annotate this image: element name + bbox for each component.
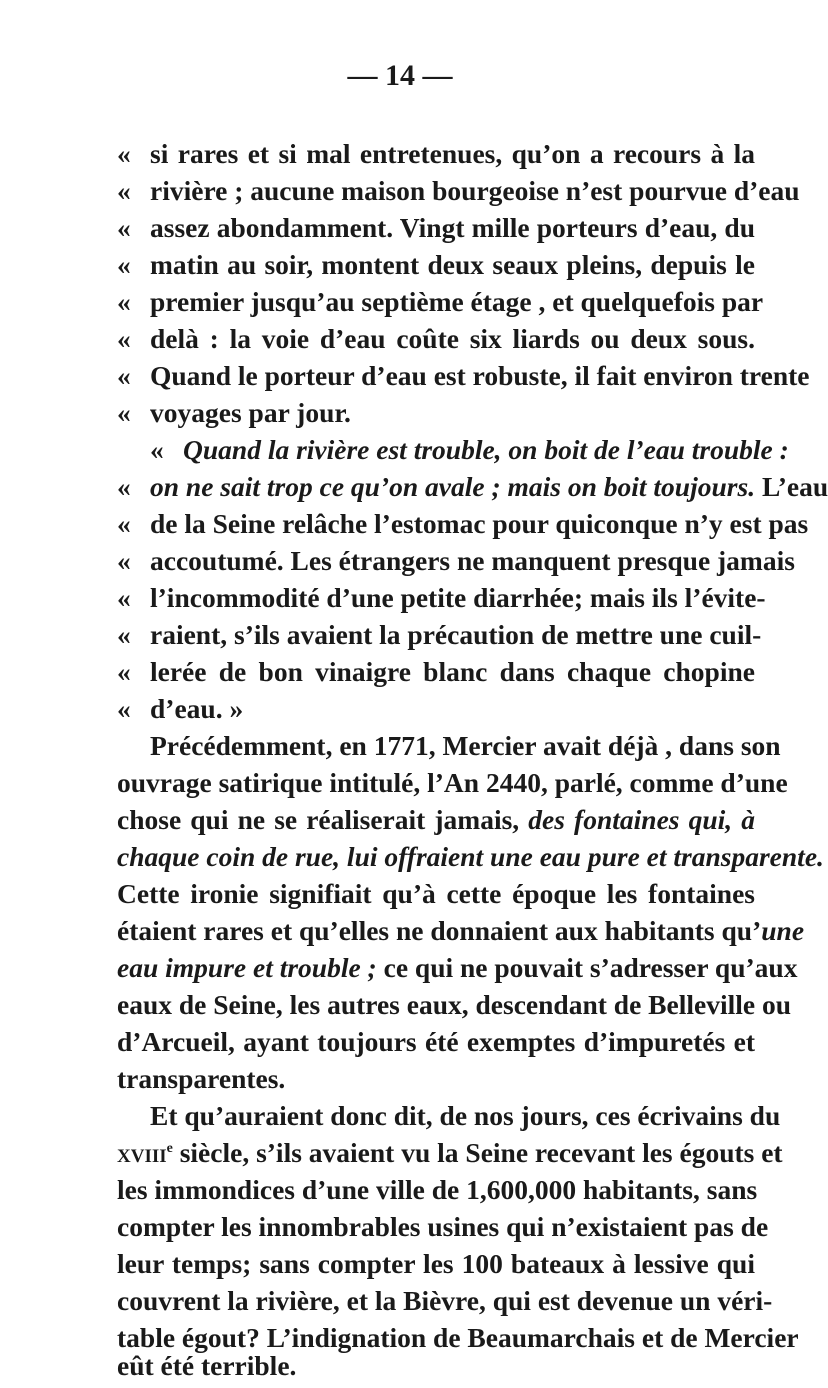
text-line — [117, 616, 762, 654]
quote-mark: « — [117, 508, 131, 539]
quote-mark: « — [117, 397, 131, 428]
italic-text: des fontaines qui, à — [528, 804, 756, 835]
text-line — [117, 838, 824, 876]
line-text: ce qui ne pouvait s’adresser qu’aux — [376, 952, 798, 983]
text-line — [117, 1060, 285, 1098]
quote-mark: « — [117, 619, 131, 650]
line-text: transparentes. — [117, 1063, 286, 1094]
text-line — [117, 801, 755, 839]
text-line — [117, 1282, 773, 1320]
text-line — [117, 320, 755, 358]
quote-mark: « — [117, 656, 131, 687]
superscript: e — [166, 1140, 173, 1156]
line-text: Quand le porteur d’eau est robuste, il fait environ trente — [150, 360, 810, 391]
text-line — [117, 912, 805, 950]
quote-mark: « — [117, 249, 131, 280]
text-line — [150, 727, 781, 765]
proverb-text: Quand la rivière est trouble, on boit de l’eau trouble : — [183, 434, 789, 465]
line-text: Et qu’auraient donc dit, de nos jours, ces écrivains du — [150, 1100, 781, 1131]
text-line — [117, 949, 798, 987]
quote-mark: « — [117, 693, 131, 724]
text-line — [117, 579, 766, 617]
line-text: l’incommodité d’une petite diarrhée; mais ils l’évite- — [150, 582, 766, 613]
line-text: lerée de bon vinaigre blanc dans chaque chopine — [150, 656, 755, 687]
text-line — [117, 505, 809, 543]
line-text: voyages par jour. — [150, 397, 351, 428]
line-text: Cette ironie signifiait qu’à cette époque les fontaines — [117, 878, 755, 909]
text-line — [117, 209, 755, 247]
quote-mark: « — [117, 138, 131, 169]
text-line — [117, 1023, 755, 1061]
quote-mark: « — [150, 434, 164, 465]
text-line — [117, 1134, 783, 1172]
italic-text: chaque coin de rue, lui offraient une eau pure et transparente. — [117, 841, 824, 872]
text-line — [117, 468, 828, 506]
line-text: rivière ; aucune maison bourgeoise n’est pourvue d’eau — [150, 175, 800, 206]
quote-mark: « — [117, 360, 131, 391]
text-line — [117, 1171, 758, 1209]
line-text: les immondices d’une ville de 1,600,000 habitants, sans — [117, 1174, 758, 1205]
line-text: si rares et si mal entretenues, qu’on a recours à la — [150, 138, 755, 169]
line-text: de la Seine relâche l’estomac pour quiconque n’y est pas — [150, 508, 809, 539]
text-line — [117, 875, 755, 913]
line-text: delà : la voie d’eau coûte six liards ou deux sous. — [150, 323, 755, 354]
page-number: — 14 — — [347, 59, 453, 92]
italic-text: une — [761, 915, 805, 946]
proverb-text: on ne sait trop ce qu’on avale ; mais on boit toujours. — [150, 471, 756, 502]
text-line — [117, 690, 243, 728]
line-text: premier jusqu’au septième étage , et quelquefois par — [150, 286, 764, 317]
line-text: assez abondamment. Vingt mille porteurs d’eau, du — [150, 212, 755, 243]
quote-mark: « — [117, 323, 131, 354]
quote-mark: « — [117, 471, 131, 502]
text-line — [117, 283, 764, 321]
italic-text: eau impure et trouble ; — [117, 952, 377, 983]
text-line — [117, 357, 810, 395]
text-line — [117, 653, 755, 691]
line-text: d’eau. » — [150, 693, 244, 724]
text-line — [117, 1245, 755, 1283]
line-text: table égout? L’indignation de Beaumarchais et de Mercier — [117, 1322, 799, 1353]
text-line — [117, 394, 351, 432]
line-text: siècle, s’ils avaient vu la Seine recevant les égouts et — [172, 1137, 783, 1168]
quote-mark: « — [117, 545, 131, 576]
line-text: ouvrage satirique intitulé, l’An 2440, parlé, comme d’une — [117, 767, 788, 798]
line-text: eût été terrible. — [117, 1350, 297, 1381]
text-line — [150, 431, 789, 469]
text-line — [117, 135, 755, 173]
line-text: eaux de Seine, les autres eaux, descendant de Belleville ou — [117, 989, 791, 1020]
quote-mark: « — [117, 175, 131, 206]
line-text: d’Arcueil, ayant toujours été exemptes d’impuretés et — [117, 1026, 755, 1057]
line-text: L’eau — [755, 471, 828, 502]
line-text: chose qui ne se réaliserait jamais, — [117, 804, 529, 835]
line-text: leur temps; sans compter les 100 bateaux à lessive qui — [117, 1248, 755, 1279]
line-text: matin au soir, montent deux seaux pleins, depuis le — [150, 249, 755, 280]
line-text: accoutumé. Les étrangers ne manquent presque jamais — [150, 545, 795, 576]
line-text: étaient rares et qu’elles ne donnaient aux habitants qu’ — [117, 915, 762, 946]
text-line — [117, 1208, 769, 1246]
line-text: Précédemment, en 1771, Mercier avait déjà , dans son — [150, 730, 781, 761]
quote-mark: « — [117, 212, 131, 243]
text-line — [150, 1097, 781, 1135]
text-line — [117, 764, 788, 802]
quote-mark: « — [117, 286, 131, 317]
text-line — [117, 246, 755, 284]
text-line — [117, 986, 791, 1024]
line-text: compter les innombrables usines qui n’existaient pas de — [117, 1211, 769, 1242]
line-text: raient, s’ils avaient la précaution de mettre une cuil- — [150, 619, 762, 650]
text-line — [117, 1347, 296, 1385]
text-line — [117, 542, 795, 580]
quote-mark: « — [117, 582, 131, 613]
text-line — [117, 172, 800, 210]
century-numeral: xviii — [117, 1137, 167, 1168]
line-text: couvrent la rivière, et la Bièvre, qui est devenue un véri- — [117, 1285, 773, 1316]
